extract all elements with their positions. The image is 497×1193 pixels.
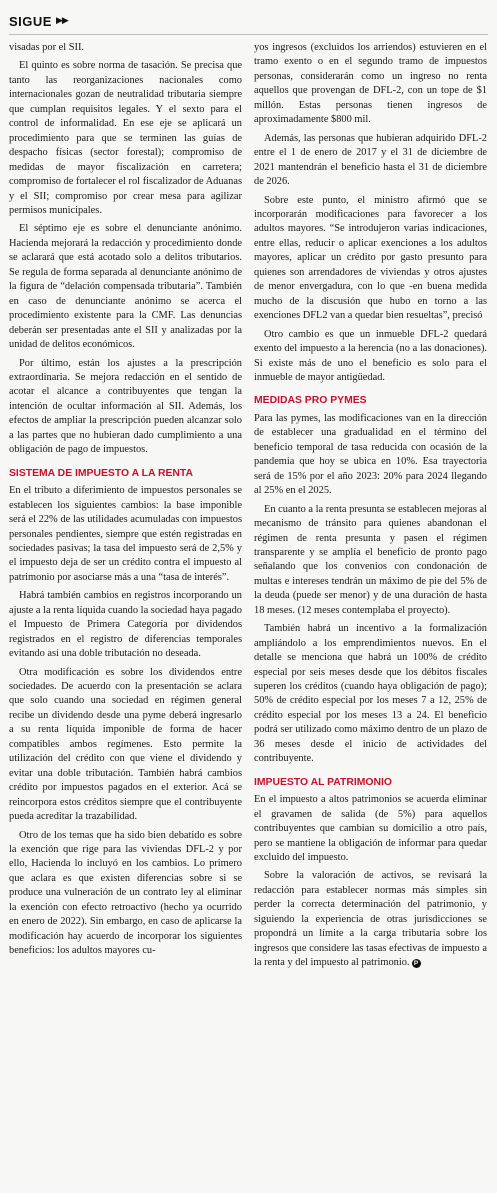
paragraph-text: Además, las personas que hubieran adquirido DFL-2 entre el 1 de enero de 2017 y el 31 de diciembre de 2021 mantendrán el beneficio hasta el 31 de diciembre de 2026. <box>254 132 487 188</box>
article-paragraph <box>254 41 487 128</box>
paragraph-text: El quinto es sobre norma de tasación. Se precisa que tanto las reorganizaciones nacionales como internacionales gozan de neutralidad tributaria siempre que cumplan requisitos legales. Y el sexto para el control de informalidad. En ese eje se aplicará un procedimiento para que se terminen las guías de despacho físicas (sector forestal); compromiso de medidas de mayor fiscalización en carretera; compromiso de fortalecer el rol fiscalizador de Aduanas y el SII; compromiso por crear mesa para agilizar permisos municipales. <box>9 60 242 216</box>
paragraph-text: Por último, están los ajustes a la prescripción extraordinaria. Se mejora redacción en el sentido de acotar el alcance a contribuyentes que tengan la intención de ocultar información al SII. Además, los efectos de ampliar la prescripción pueden alcanzar solo a las partes que no hubieran dado cumplimiento a una obligación de pago de impuestos. <box>9 357 242 456</box>
heading-text: MEDIDAS PRO PYMES <box>254 395 367 407</box>
paragraph-text: Sobre la valoración de activos, se revisará la redacción para establecer normas más simples sin perder la correcta determinación del patrimonio, y siguiendo la experiencia de otras jurisdicciones se propondrá un límite a la carga tributaria sobre los ingresos que considere las tasas efectivas de impuesto a la renta y del impuesto al patrimonio. <box>254 870 487 969</box>
paragraph-text: El séptimo eje es sobre el denunciante anónimo. Hacienda mejorará la redacción y procedimiento donde se aclarará que está acotado solo a delitos tributarios. Se regula de forma separada al denunciante anónimo de la figura de “delación compensada tributaria”. También en caso de denunciante anónimo se acerca el procedimiento existente para la CMF. Las denuncias deberán ser presentadas ante el SII y analizadas por la unidad de delitos económicos. <box>9 223 242 351</box>
article-paragraph <box>254 412 487 499</box>
article-paragraph <box>9 589 242 661</box>
article-paragraph <box>9 666 242 825</box>
paragraph-text: Sobre este punto, el ministro afirmó que se incorporarán modificaciones para favorecer a los adultos mayores. “Se introdujeron varias indicaciones, entre ellas, reducir o aplicar exenciones a los adultos mayores, aplicar un crédito por gasto presunto para quienes son arrendadores de viviendas y otros ajustes de menor envergadura, con lo que -en buena medida mucho de la discusión que hubo en torno a las exenciones DFL2 van a quedar bien resueltas”, precisó <box>254 194 487 322</box>
continue-label: SIGUE <box>9 13 52 29</box>
article-paragraph <box>254 503 487 619</box>
article-paragraph <box>9 41 242 55</box>
article-paragraph <box>254 328 487 386</box>
paragraph-text: Para las pymes, las modificaciones van en la dirección de establecer una gradualidad en el término del beneficio temporal de tasa reducida con ocasión de la pandemia que hoy se ubica en 10%. Esa trayectoria será de 15% por el año 2023: 20% para 2024 llegando al 25% en el 2025. <box>254 412 487 497</box>
paragraph-text: En el tributo a diferimiento de impuestos personales se establecen los siguientes cambios: la base imponible será el 22% de las utilidades acumuladas con impuestos personales pendientes, siempre que estén registradas en sociedades pasivas; la tasa del impuesto será de 2,5% y el impuesto deja de ser un crédito contra el impuesto al patrimonio por asociarse más a una “tasa de interés”. <box>9 485 242 583</box>
paragraph-text: Otra modificación es sobre los dividendos entre sociedades. De acuerdo con la presentación se aclara que solo cuando una sociedad en régimen general recibe un dividendo desde una pyme deberá ingresarlo a su renta líquida imponible de forma de hacer compatibles ambos regímenes. Esto permite la utilización del crédito con que viene el dividendo y evitar una doble tributación. También habrá cambios crédito por impuestos pagados en el exterior. Acá se reincorpora estos créditos siempre que el contribuyente pueda acreditar la trazabilidad. <box>9 666 242 823</box>
article-paragraph <box>254 793 487 865</box>
paragraph-text: Habrá también cambios en registros incorporando un ajuste a la renta líquida cuando la sociedad haya pagado el Impuesto de Primera Categoría por dividendos registrados en el registro de diferencias temporales evitando así una doble tributación no deseada. <box>9 590 242 660</box>
article-body <box>9 41 488 975</box>
right-column <box>254 41 487 975</box>
paragraph-text: Otro de los temas que ha sido bien debatido es sobre la exención que rige para las viviendas DFL-2 y por ello, Hacienda lo incluyó en los cambios. Lo primero que aclara es que existen diferencias sobre si se produce una vulneración de un contrato ley al eliminar la exención con efecto retroactivo (hecho ya ocurrido en enero de 2022). Sin embargo, en caso de aplicarse la modificación hay acuerdo de incorporar los siguientes beneficios: los adultos mayores cu- <box>9 829 242 957</box>
end-of-article-mark: P <box>412 959 421 968</box>
article-paragraph <box>254 132 487 190</box>
article-paragraph <box>9 59 242 218</box>
article-paragraph <box>9 357 242 458</box>
section-heading <box>254 394 487 408</box>
article-paragraph <box>254 869 487 970</box>
article-paragraph <box>9 222 242 352</box>
double-arrow-icon: ▶▶ <box>55 16 68 26</box>
paragraph-text: En cuanto a la renta presunta se establecen mejoras al mecanismo de tránsito para quienes abandonan el régimen de renta presunta y pasen el régimen transparente y se amplía el beneficio de pronto pago señalando que los convenios con condonación de multas e intereses tendrán un máximo de pie del 5% de la deuda (puede ser menor) y de una duración de hasta 18 meses. (12 meses contemplaba el proyecto). <box>254 503 488 616</box>
heading-text: IMPUESTO AL PATRIMONIO <box>254 776 392 788</box>
paragraph-text: yos ingresos (excluidos los arriendos) estuvieren en el tramo exento o en el segundo tramo de impuestos personas, considerarán como un ingreso no renta aquellos que provengan de DFL-2, con un tope de $1 millón. Estas personas tienen ingresos de aproximadamente $800 mil. <box>254 42 487 126</box>
article-paragraph <box>254 622 487 767</box>
article-paragraph <box>9 829 242 959</box>
continuation-header <box>9 8 488 35</box>
section-heading <box>9 467 242 481</box>
section-heading <box>254 776 487 790</box>
left-column <box>9 41 242 975</box>
article-paragraph <box>254 194 487 324</box>
heading-text: SISTEMA DE IMPUESTO A LA RENTA <box>9 467 193 479</box>
paragraph-text: Otro cambio es que un inmueble DFL-2 quedará exento del impuesto a la herencia (no a las donaciones). Si existe más de uno el beneficio es solo para el inmueble de mayor antigüedad. <box>254 328 487 383</box>
article-paragraph <box>9 484 242 585</box>
paragraph-text: visadas por el SII. <box>9 42 85 53</box>
paragraph-text: En el impuesto a altos patrimonios se acuerda eliminar el gravamen de salida (de 5%) para aquellos contribuyentes que cambian su domicilio a otro país, pero se mantiene la obligación de informar para quedar excluido del impuesto. <box>254 794 487 864</box>
paragraph-text: También habrá un incentivo a la formalización ampliándolo a los emprendimientos nuevos. En el detalle se menciona que habrá un 100% de crédito especial por seis meses desde que los débitos fiscales superen los créditos (cuando haya obligación de pago); 50% de crédito especial por los meses 7 a 12, 25% de crédito especial por los meses 13 a 24. El beneficio podrá ser utilizado como máximo dentro de un plazo de 36 meses desde el inicio de actividades del contribuyente. <box>254 623 487 765</box>
